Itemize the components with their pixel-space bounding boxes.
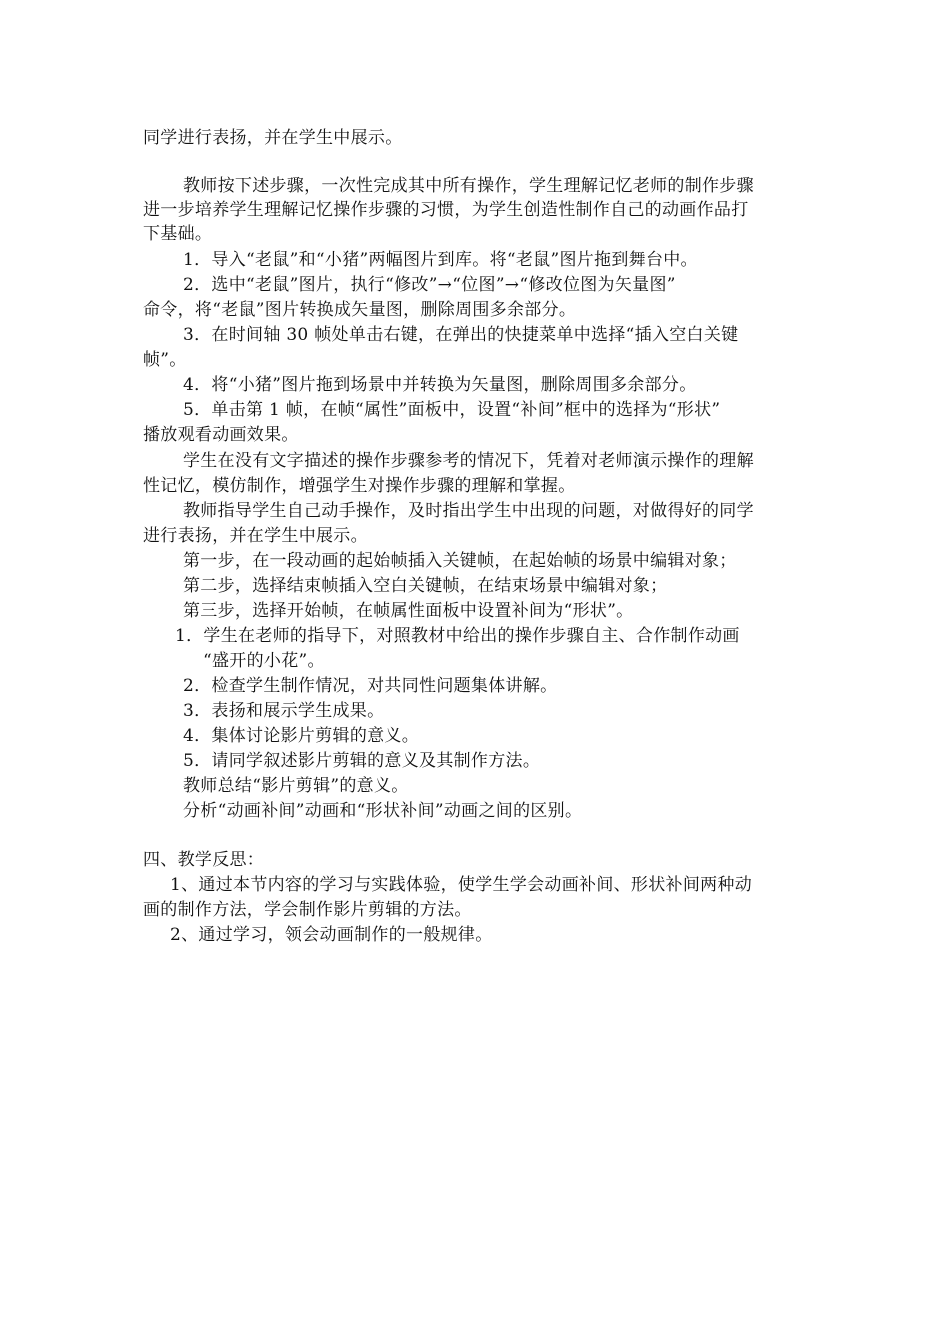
- text-line: 5．请同学叙述影片剪辑的意义及其制作方法。: [183, 751, 541, 771]
- text-line: 第三步，选择开始帧，在帧属性面板中设置补间为“形状”。: [183, 601, 634, 621]
- text-line: 2、通过学习，领会动画制作的一般规律。: [170, 925, 493, 945]
- text-line: 2．检查学生制作情况，对共同性问题集体讲解。: [183, 676, 558, 696]
- text-line: 教师按下述步骤，一次性完成其中所有操作，学生理解记忆老师的制作步骤: [183, 176, 754, 196]
- text-line: 画的制作方法，学会制作影片剪辑的方法。: [143, 900, 472, 920]
- text-line: “盛开的小花”。: [203, 651, 325, 671]
- text-line: 1．导入“老鼠”和“小猪”两幅图片到库。将“老鼠”图片拖到舞台中。: [183, 250, 698, 270]
- text-line: 进一步培养学生理解记忆操作步骤的习惯，为学生创造性制作自己的动画作品打: [143, 200, 749, 220]
- text-line: 学生在没有文字描述的操作步骤参考的情况下，凭着对老师演示操作的理解: [183, 451, 754, 471]
- text-line: 1．学生在老师的指导下，对照教材中给出的操作步骤自主、合作制作动画: [175, 626, 740, 646]
- text-line: 第二步，选择结束帧插入空白关键帧，在结束场景中编辑对象；: [183, 576, 668, 596]
- text-line: 性记忆，模仿制作，增强学生对操作步骤的理解和掌握。: [143, 476, 576, 496]
- text-line: 命令，将“老鼠”图片转换成矢量图，删除周围多余部分。: [143, 300, 577, 320]
- text-line: 4．将“小猪”图片拖到场景中并转换为矢量图，删除周围多余部分。: [183, 375, 697, 395]
- text-line: 第一步，在一段动画的起始帧插入关键帧，在起始帧的场景中编辑对象；: [183, 551, 737, 571]
- text-line: 4．集体讨论影片剪辑的意义。: [183, 726, 420, 746]
- text-line: 教师总结“影片剪辑”的意义。: [183, 776, 409, 796]
- text-line: 下基础。: [143, 224, 213, 244]
- text-line: 1、通过本节内容的学习与实践体验，使学生学会动画补间、形状补间两种动: [170, 875, 753, 895]
- section-heading: 四、教学反思：: [143, 850, 265, 870]
- text-line: 同学进行表扬，并在学生中展示。: [143, 128, 403, 148]
- text-line: 进行表扬，并在学生中展示。: [143, 526, 368, 546]
- text-line: 3．在时间轴 30 帧处单击右键，在弹出的快捷菜单中选择“插入空白关键: [183, 325, 739, 345]
- text-line: 3．表扬和展示学生成果。: [183, 701, 385, 721]
- text-line: 分析“动画补间”动画和“形状补间”动画之间的区别。: [183, 801, 583, 821]
- text-line: 教师指导学生自己动手操作，及时指出学生中出现的问题，对做得好的同学: [183, 501, 754, 521]
- text-line: 播放观看动画效果。: [143, 425, 299, 445]
- text-line: 帧”。: [143, 350, 187, 370]
- text-line: 2．选中“老鼠”图片，执行“修改”→“位图”→“修改位图为矢量图”: [183, 275, 676, 295]
- text-line: 5．单击第 1 帧，在帧“属性”面板中，设置“补间”框中的选择为“形状”: [183, 400, 721, 420]
